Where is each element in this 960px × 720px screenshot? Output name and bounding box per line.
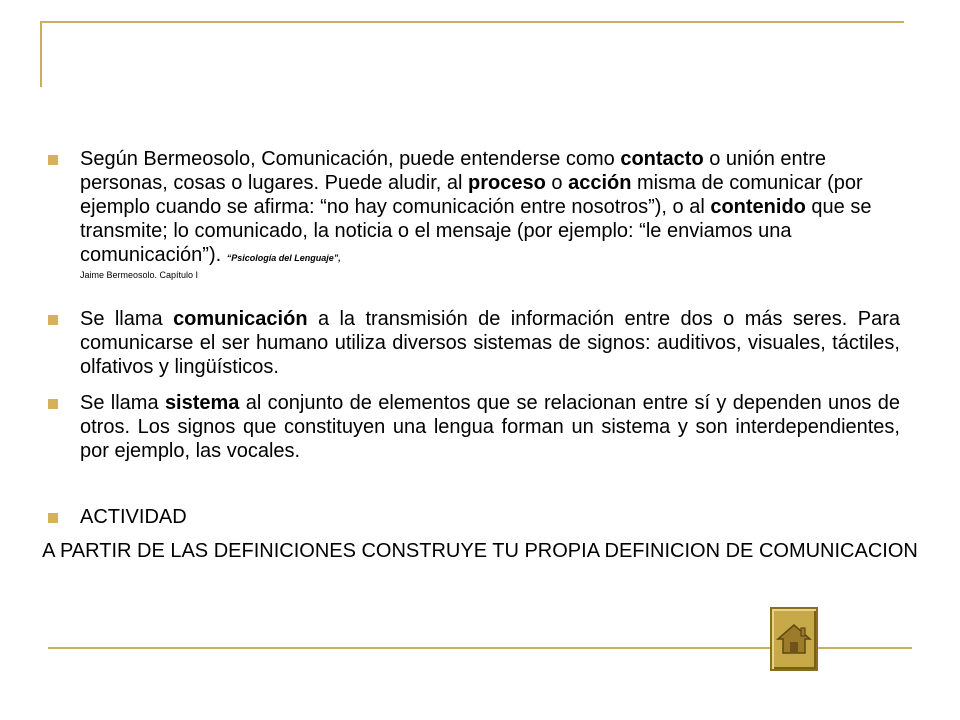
- bullet-item-actividad: [48, 505, 900, 529]
- keyword-sistema: sistema: [164, 392, 240, 414]
- text-segment: Se llama: [80, 308, 174, 330]
- activity-heading: ACTIVIDAD: [80, 506, 187, 528]
- home-button[interactable]: [770, 607, 818, 671]
- text-segment: Según Bermeosolo, Comunicación, puede entenderse como: [80, 148, 621, 170]
- citation-title: “Psicología del Lenguaje”,: [226, 253, 341, 263]
- keyword-proceso: proceso: [468, 172, 546, 194]
- keyword-comunicacion: comunicación: [173, 308, 308, 330]
- text-segment: Se llama: [80, 392, 165, 414]
- frame-line-top: [40, 21, 904, 23]
- bullet-item-comunicacion: [48, 307, 900, 379]
- house-icon: [776, 622, 812, 656]
- text-segment: al conjunto de elementos que se relacionan entre sí y dependen unos de otros. Los signos que constituyen una lengua forman un sistema y son interdependientes, por ejemplo, las vocales.: [80, 392, 900, 462]
- text-segment: o: [545, 172, 569, 194]
- bullet-item-sistema: [48, 391, 900, 463]
- bullet-marker: [48, 155, 58, 165]
- bullet-marker: [48, 513, 58, 523]
- activity-instruction: A PARTIR DE LAS DEFINICIONES CONSTRUYE TU PROPIA DEFINICION DE COMUNICACION: [42, 540, 918, 562]
- keyword-accion: acción: [568, 172, 632, 194]
- keyword-contacto: contacto: [620, 148, 704, 170]
- text-segment: a la transmisión de información entre dos o más seres. Para comunicarse el ser humano utiliza diversos sistemas de signos: auditivos, visuales, táctiles, olfativos y lingüísticos.: [80, 308, 900, 378]
- bullet-text: [80, 505, 900, 529]
- text-segment: misma de comunicar (por ejemplo cuando se afirma: “no hay comunicación entre nosotros”), o al: [80, 172, 863, 218]
- frame-line-left: [40, 21, 42, 87]
- bullet-marker: [48, 399, 58, 409]
- text-segment: que se transmite; lo comunicado, la noticia o el mensaje (por ejemplo: “le enviamos una comunicación”).: [80, 196, 872, 266]
- bullet-text: [80, 307, 900, 379]
- bullet-text: [80, 147, 900, 280]
- bullet-marker: [48, 315, 58, 325]
- bullet-text: [80, 391, 900, 463]
- text-segment: o unión entre personas, cosas o lugares. Puede aludir, al: [80, 148, 827, 194]
- keyword-contenido: contenido: [710, 196, 806, 218]
- citation-author: Jaime Bermeosolo. Capítulo I: [80, 270, 199, 280]
- bullet-item-definition-bermeosolo: [48, 147, 900, 280]
